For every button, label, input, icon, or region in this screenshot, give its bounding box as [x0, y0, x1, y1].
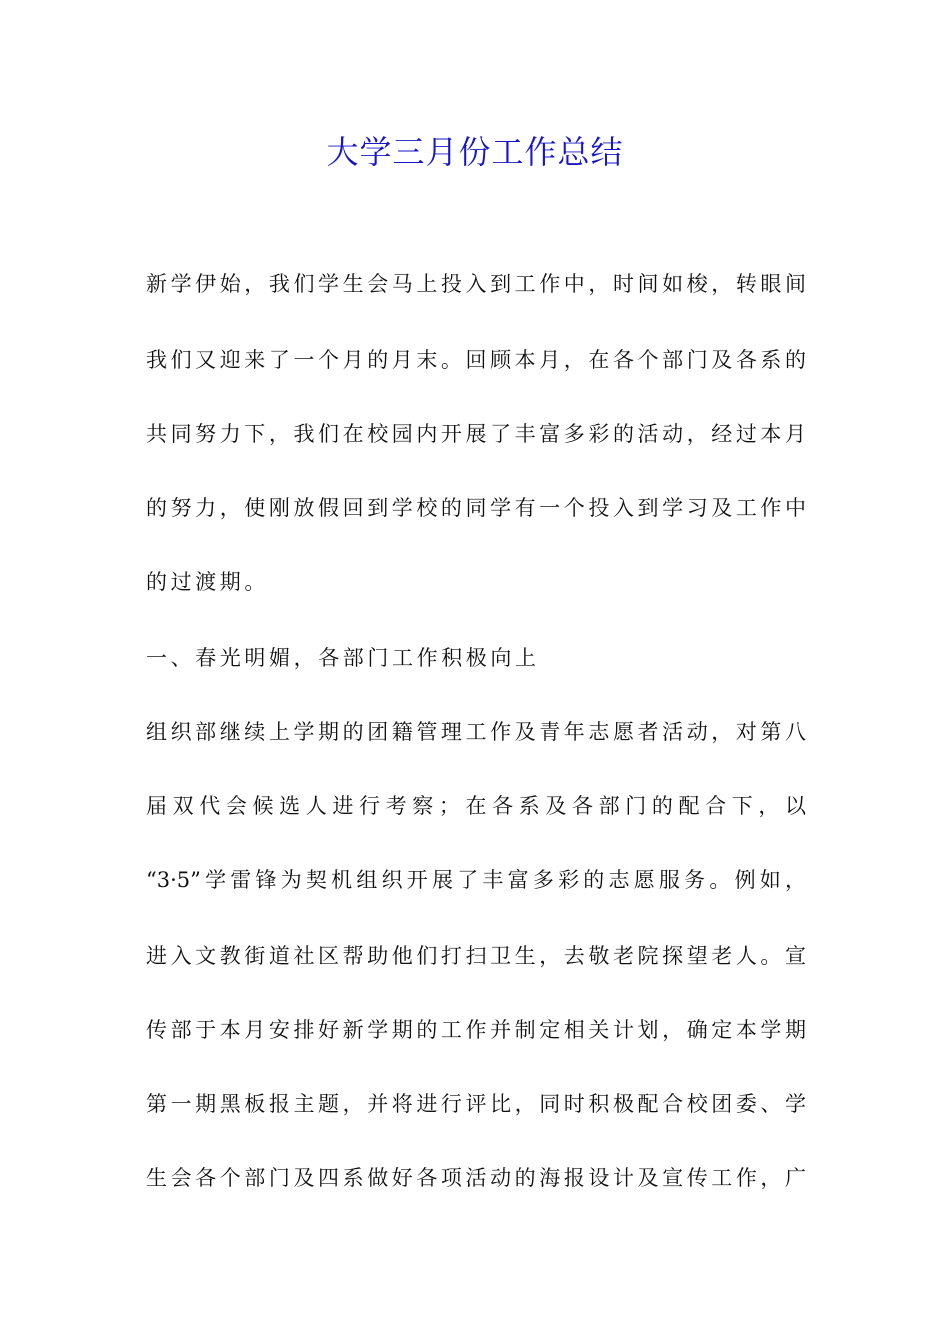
body-text-line: 届双代会候选人进行考察；在各系及各部门的配合下，以 — [146, 794, 806, 818]
body-text-line: “3·5”学雷锋为契机组织开展了丰富多彩的志愿服务。例如， — [146, 868, 806, 892]
section-heading: 一、春光明媚，各部门工作积极向上 — [146, 646, 540, 670]
body-text-line: 组织部继续上学期的团籍管理工作及青年志愿者活动，对第八 — [146, 720, 806, 744]
body-text-line: 传部于本月安排好新学期的工作并制定相关计划，确定本学期 — [146, 1018, 806, 1042]
body-text-line: 第一期黑板报主题，并将进行评比，同时积极配合校团委、学 — [146, 1092, 806, 1116]
body-text-line: 生会各个部门及四系做好各项活动的海报设计及宣传工作，广 — [146, 1166, 806, 1190]
body-text-line: 新学伊始，我们学生会马上投入到工作中，时间如梭，转眼间 — [146, 272, 806, 296]
document-title: 大学三月份工作总结 — [326, 133, 624, 171]
body-text-line: 的努力，使刚放假回到学校的同学有一个投入到学习及工作中 — [146, 496, 806, 520]
body-text-line: 共同努力下，我们在校园内开展了丰富多彩的活动，经过本月 — [146, 422, 806, 446]
body-text-line: 我们又迎来了一个月的月末。回顾本月，在各个部门及各系的 — [146, 348, 806, 372]
body-text-line: 的过渡期。 — [146, 570, 269, 594]
body-text-line: 进入文教街道社区帮助他们打扫卫生，去敬老院探望老人。宣 — [146, 944, 806, 968]
